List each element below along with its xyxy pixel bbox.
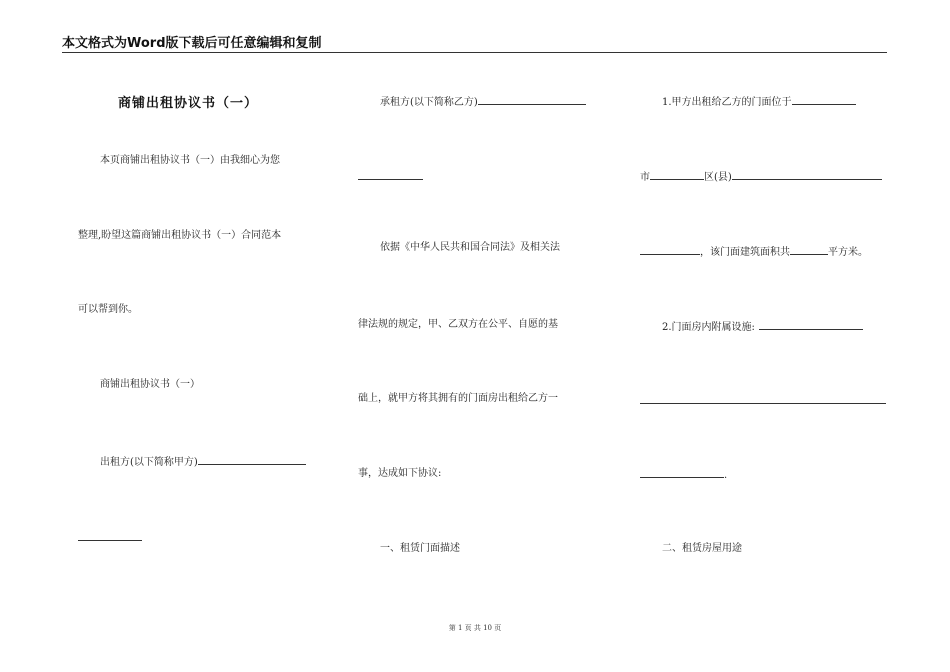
intro-line-2: 整理,盼望这篇商铺出租协议书（一）合同范本: [78, 230, 282, 241]
lessor-blank: [198, 453, 306, 465]
area-text-a: ，该门面建筑面积共: [700, 247, 790, 258]
intro-line-1: 本页商铺出租协议书（一）由我细心为您: [100, 155, 280, 166]
lessor-continuation-blank: [78, 540, 142, 541]
district-label: 区(县): [704, 172, 732, 183]
intro-line-3: 可以帮到你。: [78, 304, 138, 315]
basis-line-4: 事，达成如下协议:: [358, 468, 442, 479]
district-blank: [732, 168, 882, 180]
section-2-heading: 二、租赁房屋用途: [662, 543, 742, 554]
facilities-end-period: .: [724, 470, 728, 481]
area-line: [640, 243, 868, 260]
facilities-end-blank: [640, 466, 724, 478]
basis-line-3: 础上，就甲方将其拥有的门面房出租给乙方一: [358, 393, 558, 404]
facilities-end-line: [640, 466, 727, 483]
item-1-line: [662, 93, 856, 110]
lessor-line: [100, 453, 306, 470]
item-1-text: 1.甲方出租给乙方的门面位于: [662, 97, 792, 108]
address-blank: [640, 243, 700, 255]
lessee-continuation-blank: [358, 179, 423, 180]
city-district-line: [640, 168, 882, 185]
lessee-label: 承租方(以下简称乙方): [380, 97, 478, 108]
document-title: 商铺出租协议书（一）: [118, 96, 259, 111]
city-label: 市: [640, 172, 650, 183]
contract-subtitle: 商铺出租协议书（一）: [100, 379, 200, 390]
basis-line-1: 依据《中华人民共和国合同法》及相关法: [380, 242, 560, 253]
location-blank: [792, 93, 856, 105]
lessee-line: [380, 93, 586, 110]
area-text-b: 平方米。: [828, 247, 868, 258]
header-note: 本文格式为Word版下载后可任意编辑和复制: [62, 36, 322, 51]
facilities-blank: [759, 318, 863, 330]
item-2-text: 2.门面房内附属设施:: [662, 322, 755, 333]
section-1-heading: 一、租赁门面描述: [380, 543, 460, 554]
item-2-line: [662, 318, 863, 335]
city-blank: [650, 168, 704, 180]
header-divider: [62, 52, 887, 53]
basis-line-2: 律法规的规定，甲、乙双方在公平、自愿的基: [358, 319, 558, 330]
facilities-continuation-blank: [640, 403, 886, 404]
lessee-blank: [478, 93, 586, 105]
page-number: 第 1 页 共 10 页: [448, 624, 502, 632]
lessor-label: 出租方(以下简称甲方): [100, 457, 198, 468]
area-blank: [790, 243, 828, 255]
